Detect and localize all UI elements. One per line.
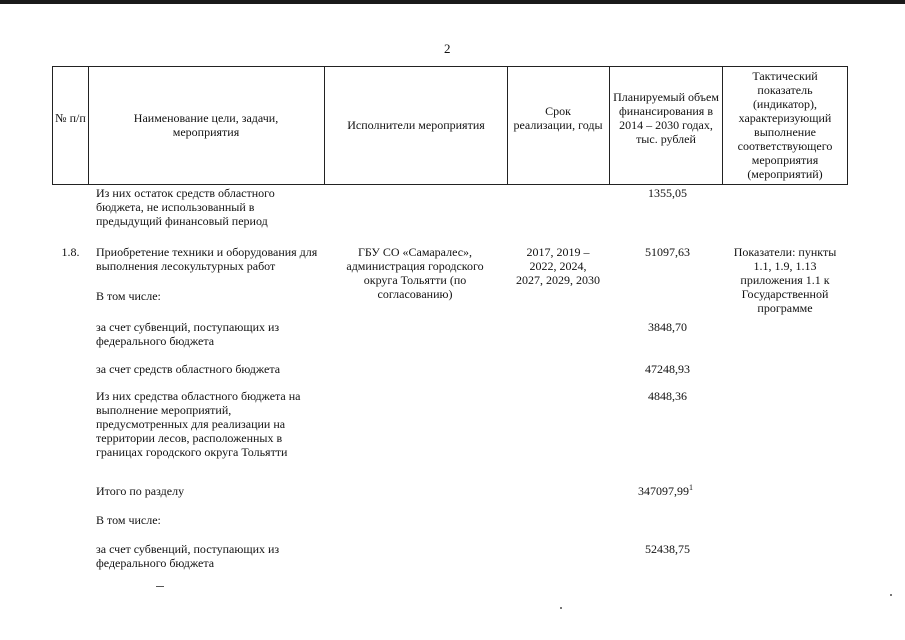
row-financing: 3848,70 [648,320,687,334]
row-number: 1.8. [61,245,80,259]
row-name: за счет субвенций, поступающих из федерального бюджета [96,542,280,570]
row-name: за счет субвенций, поступающих из федерального бюджета [96,320,280,348]
top-border [0,0,905,4]
header-name: Наименование цели, задачи, мероприятия [133,111,279,139]
header-executors: Исполнители мероприятия [347,118,485,132]
page-number: 2 [444,41,451,56]
row-name: В том числе: [96,289,161,303]
header-financing: Планируемый объем финансирования в 2014 – 2030 годах, тыс. рублей [613,90,719,146]
header-indicator: Тактический показатель (индикатор), характеризующий выполнение соответствующего мероприятия (мероприятий) [737,69,833,181]
row-name: В том числе: [96,513,161,527]
header-term: Срок реализации, годы [513,104,603,132]
row-term: 2017, 2019 – 2022, 2024, 2027, 2029, 2030 [516,245,600,287]
row-financing-total: 347097,99$^1$ [638,483,693,498]
row-financing: 47248,93 [645,362,690,376]
row-financing: 51097,63 [645,245,690,259]
scan-speck [890,594,892,596]
row-name: Из них средства областного бюджета на выполнение мероприятий, предусмотренных для реализации на территории лесов, расположенных в границах городского округа Тольятти [96,389,301,459]
footnote-mark: 1 [689,483,693,492]
row-financing: 1355,05 [648,186,687,200]
row-name: Итого по разделу [96,484,185,498]
row-name: Из них остаток средств областного бюджета, не использованный в предыдущий финансовый период [96,186,275,228]
header-num: № п/п [55,111,86,125]
scan-speck [560,607,562,609]
row-financing: 4848,36 [648,389,687,403]
scan-speck [156,586,164,587]
row-financing: 52438,75 [645,542,690,556]
row-indicator: Показатели: пункты 1.1, 1.9, 1.13 приложения 1.1 к Государственной программе [733,245,837,315]
row-name: Приобретение техники и оборудования для выполнения лесокультурных работ [96,245,318,273]
row-name: за счет средств областного бюджета [96,362,281,376]
row-executors: ГБУ СО «Самаралес», администрация городского округа Тольятти (по согласованию) [346,245,484,301]
